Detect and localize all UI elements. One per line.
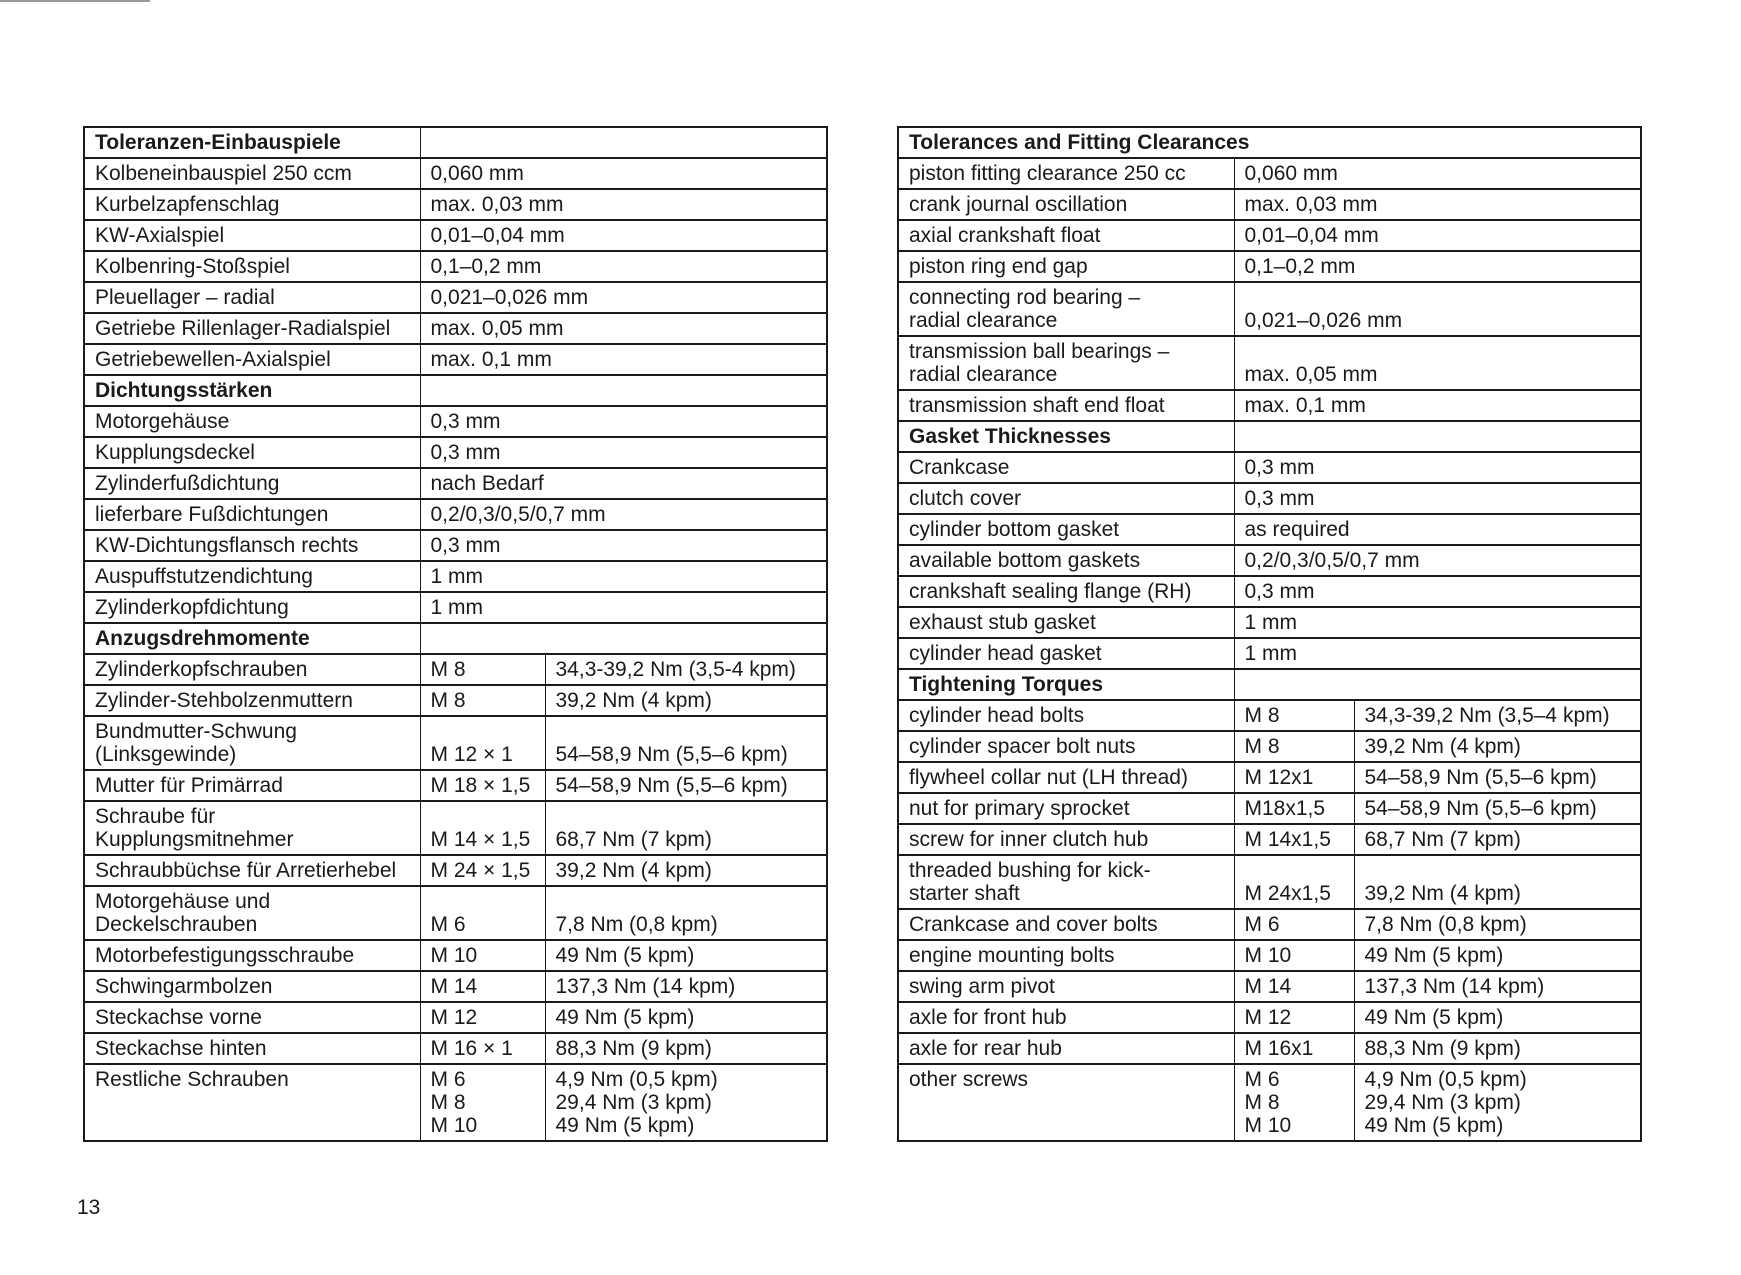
torque-value: 49 Nm (5 kpm) — [545, 940, 827, 971]
torque-value: 4,9 Nm (0,5 kpm) 29,4 Nm (3 kpm) 49 Nm (5 kpm) — [1354, 1064, 1641, 1141]
thread-size: M18x1,5 — [1234, 793, 1354, 824]
table-row — [898, 282, 1641, 336]
table-row — [898, 220, 1641, 251]
spec-label: piston fitting clearance 250 cc — [898, 158, 1234, 189]
table-row — [84, 344, 827, 375]
spec-label: engine mounting bolts — [898, 940, 1234, 971]
thread-size: M 14 × 1,5 — [420, 801, 545, 855]
spec-label: Motorgehäuse und Deckelschrauben — [84, 886, 420, 940]
torque-value: 39,2 Nm (4 kpm) — [1354, 855, 1641, 909]
table-row — [898, 971, 1641, 1002]
spec-table-german — [83, 126, 828, 1142]
spec-label: Kolbenring-Stoßspiel — [84, 251, 420, 282]
table-row — [84, 592, 827, 623]
table-row — [898, 545, 1641, 576]
thread-size: M 14 — [420, 971, 545, 1002]
section-empty-cell — [420, 375, 827, 406]
thread-size: M 12 × 1 — [420, 716, 545, 770]
table-row — [898, 336, 1641, 390]
table-row — [898, 158, 1641, 189]
table-row — [84, 406, 827, 437]
spec-label: Kolbeneinbauspiel 250 ccm — [84, 158, 420, 189]
thread-size: M 16x1 — [1234, 1033, 1354, 1064]
thread-size: M 24 × 1,5 — [420, 855, 545, 886]
spec-value: 0,021–0,026 mm — [420, 282, 827, 313]
spec-value: 0,060 mm — [1234, 158, 1641, 189]
torque-value: 7,8 Nm (0,8 kpm) — [1354, 909, 1641, 940]
spec-label: Schraubbüchse für Arretierhebel — [84, 855, 420, 886]
table-row — [84, 468, 827, 499]
spec-value: max. 0,03 mm — [1234, 189, 1641, 220]
spec-label: axle for front hub — [898, 1002, 1234, 1033]
spec-value: 0,3 mm — [1234, 452, 1641, 483]
spec-table-english — [897, 126, 1642, 1142]
table-row — [898, 940, 1641, 971]
spec-label: cylinder head bolts — [898, 700, 1234, 731]
thread-size: M 8 — [1234, 731, 1354, 762]
thread-size: M 14x1,5 — [1234, 824, 1354, 855]
thread-size: M 24x1,5 — [1234, 855, 1354, 909]
spec-value: 1 mm — [420, 592, 827, 623]
table-row — [898, 855, 1641, 909]
table-row — [898, 731, 1641, 762]
table-row — [84, 716, 827, 770]
table-row — [898, 390, 1641, 421]
thread-size: M 10 — [1234, 940, 1354, 971]
section-title: Tightening Torques — [898, 669, 1234, 700]
thread-size: M 6 M 8 M 10 — [1234, 1064, 1354, 1141]
table-row — [84, 189, 827, 220]
spec-value: max. 0,03 mm — [420, 189, 827, 220]
torque-value: 137,3 Nm (14 kpm) — [1354, 971, 1641, 1002]
spec-value: 0,3 mm — [420, 437, 827, 468]
spec-label: Zylinderkopfschrauben — [84, 654, 420, 685]
table-row — [84, 940, 827, 971]
spec-label: Schwingarmbolzen — [84, 971, 420, 1002]
spec-label: threaded bushing for kick- starter shaft — [898, 855, 1234, 909]
torque-value: 88,3 Nm (9 kpm) — [1354, 1033, 1641, 1064]
spec-label: Crankcase — [898, 452, 1234, 483]
thread-size: M 18 × 1,5 — [420, 770, 545, 801]
thread-size: M 8 — [1234, 700, 1354, 731]
table-row — [898, 909, 1641, 940]
table-row — [84, 886, 827, 940]
spec-label: other screws — [898, 1064, 1234, 1141]
table-row — [898, 1033, 1641, 1064]
spec-value: 0,01–0,04 mm — [420, 220, 827, 251]
thread-size: M 16 × 1 — [420, 1033, 545, 1064]
torque-value: 34,3-39,2 Nm (3,5-4 kpm) — [545, 654, 827, 685]
table-row — [84, 158, 827, 189]
spec-value: 0,021–0,026 mm — [1234, 282, 1641, 336]
table-row — [898, 1002, 1641, 1033]
torque-value: 39,2 Nm (4 kpm) — [545, 855, 827, 886]
spec-label: cylinder spacer bolt nuts — [898, 731, 1234, 762]
spec-label: flywheel collar nut (LH thread) — [898, 762, 1234, 793]
section-empty-cell — [420, 127, 827, 158]
spec-value: 0,2/0,3/0,5/0,7 mm — [1234, 545, 1641, 576]
table-row — [898, 607, 1641, 638]
section-header-row — [898, 669, 1641, 700]
torque-value: 34,3-39,2 Nm (3,5–4 kpm) — [1354, 700, 1641, 731]
table-row — [898, 1064, 1641, 1141]
table-row — [84, 971, 827, 1002]
torque-value: 39,2 Nm (4 kpm) — [545, 685, 827, 716]
section-empty-cell — [420, 623, 827, 654]
spec-label: Motorgehäuse — [84, 406, 420, 437]
section-title: Anzugsdrehmomente — [84, 623, 420, 654]
torque-value: 54–58,9 Nm (5,5–6 kpm) — [1354, 793, 1641, 824]
spec-value: max. 0,1 mm — [1234, 390, 1641, 421]
table-row — [84, 499, 827, 530]
thread-size: M 6 — [1234, 909, 1354, 940]
spec-label: Getriebe Rillenlager-Radialspiel — [84, 313, 420, 344]
spec-value: 1 mm — [420, 561, 827, 592]
spec-label: nut for primary sprocket — [898, 793, 1234, 824]
spec-label: cylinder bottom gasket — [898, 514, 1234, 545]
spec-value: 0,3 mm — [420, 530, 827, 561]
torque-value: 4,9 Nm (0,5 kpm) 29,4 Nm (3 kpm) 49 Nm (5 kpm) — [545, 1064, 827, 1141]
spec-label: axial crankshaft float — [898, 220, 1234, 251]
spec-label: cylinder head gasket — [898, 638, 1234, 669]
spec-label: Kupplungsdeckel — [84, 437, 420, 468]
table-row — [84, 220, 827, 251]
table-row — [898, 793, 1641, 824]
table-row — [898, 251, 1641, 282]
table-row — [84, 251, 827, 282]
table-row — [898, 576, 1641, 607]
section-title: Dichtungsstärken — [84, 375, 420, 406]
spec-value: max. 0,05 mm — [1234, 336, 1641, 390]
section-title: Gasket Thicknesses — [898, 421, 1234, 452]
section-empty-cell — [1234, 669, 1641, 700]
table-row — [84, 1033, 827, 1064]
table-row — [898, 483, 1641, 514]
table-row — [84, 801, 827, 855]
spec-label: Zylinderfußdichtung — [84, 468, 420, 499]
torque-value: 88,3 Nm (9 kpm) — [545, 1033, 827, 1064]
spec-label: Auspuffstutzendichtung — [84, 561, 420, 592]
spec-label: connecting rod bearing – radial clearance — [898, 282, 1234, 336]
table-row — [898, 762, 1641, 793]
table-row — [898, 700, 1641, 731]
spec-label: Motorbefestigungsschraube — [84, 940, 420, 971]
torque-value: 137,3 Nm (14 kpm) — [545, 971, 827, 1002]
page-number: 13 — [77, 1196, 101, 1219]
thread-size: M 6 M 8 M 10 — [420, 1064, 545, 1141]
spec-value: 0,3 mm — [420, 406, 827, 437]
torque-value: 7,8 Nm (0,8 kpm) — [545, 886, 827, 940]
section-header-row — [84, 375, 827, 406]
section-header-row — [898, 127, 1641, 158]
table-row — [84, 530, 827, 561]
spec-label: Restliche Schrauben — [84, 1064, 420, 1141]
spec-label: screw for inner clutch hub — [898, 824, 1234, 855]
spec-label: Schraube für Kupplungsmitnehmer — [84, 801, 420, 855]
thread-size: M 12x1 — [1234, 762, 1354, 793]
spec-value: 0,3 mm — [1234, 576, 1641, 607]
spec-value: 0,01–0,04 mm — [1234, 220, 1641, 251]
section-header-row — [84, 127, 827, 158]
torque-value: 39,2 Nm (4 kpm) — [1354, 731, 1641, 762]
torque-value: 49 Nm (5 kpm) — [545, 1002, 827, 1033]
spec-value: max. 0,1 mm — [420, 344, 827, 375]
spec-label: axle for rear hub — [898, 1033, 1234, 1064]
spec-label: Crankcase and cover bolts — [898, 909, 1234, 940]
spec-label: piston ring end gap — [898, 251, 1234, 282]
spec-label: Getriebewellen-Axialspiel — [84, 344, 420, 375]
thread-size: M 10 — [420, 940, 545, 971]
table-row — [84, 1002, 827, 1033]
torque-value: 54–58,9 Nm (5,5–6 kpm) — [545, 770, 827, 801]
table-row — [84, 855, 827, 886]
spec-value: 0,1–0,2 mm — [1234, 251, 1641, 282]
spec-label: lieferbare Fußdichtungen — [84, 499, 420, 530]
spec-label: Steckachse vorne — [84, 1002, 420, 1033]
table-row — [898, 514, 1641, 545]
spec-label: Kurbelzapfenschlag — [84, 189, 420, 220]
spec-value: 0,3 mm — [1234, 483, 1641, 514]
table-row — [84, 770, 827, 801]
table-row — [84, 561, 827, 592]
table-row — [84, 313, 827, 344]
spec-value: 0,060 mm — [420, 158, 827, 189]
table-row — [84, 1064, 827, 1141]
spec-value: nach Bedarf — [420, 468, 827, 499]
table-row — [84, 282, 827, 313]
spec-label: exhaust stub gasket — [898, 607, 1234, 638]
table-row — [84, 654, 827, 685]
thread-size: M 8 — [420, 685, 545, 716]
spec-value: 0,2/0,3/0,5/0,7 mm — [420, 499, 827, 530]
torque-value: 49 Nm (5 kpm) — [1354, 1002, 1641, 1033]
torque-value: 68,7 Nm (7 kpm) — [545, 801, 827, 855]
spec-label: swing arm pivot — [898, 971, 1234, 1002]
spec-label: Zylinderkopfdichtung — [84, 592, 420, 623]
thread-size: M 12 — [420, 1002, 545, 1033]
thread-size: M 8 — [420, 654, 545, 685]
section-header-row — [84, 623, 827, 654]
spec-value: as required — [1234, 514, 1641, 545]
spec-value: 1 mm — [1234, 638, 1641, 669]
table-row — [898, 189, 1641, 220]
section-title: Tolerances and Fitting Clearances — [898, 127, 1641, 158]
section-title: Toleranzen-Einbauspiele — [84, 127, 420, 158]
spec-value: max. 0,05 mm — [420, 313, 827, 344]
torque-value: 49 Nm (5 kpm) — [1354, 940, 1641, 971]
top-edge-rule — [0, 0, 150, 2]
section-header-row — [898, 421, 1641, 452]
spec-label: crank journal oscillation — [898, 189, 1234, 220]
spec-label: crankshaft sealing flange (RH) — [898, 576, 1234, 607]
torque-value: 54–58,9 Nm (5,5–6 kpm) — [1354, 762, 1641, 793]
spec-label: available bottom gaskets — [898, 545, 1234, 576]
table-row — [84, 437, 827, 468]
spec-label: transmission shaft end float — [898, 390, 1234, 421]
spec-label: transmission ball bearings – radial clearance — [898, 336, 1234, 390]
torque-value: 54–58,9 Nm (5,5–6 kpm) — [545, 716, 827, 770]
spec-value: 0,1–0,2 mm — [420, 251, 827, 282]
spec-label: Pleuellager – radial — [84, 282, 420, 313]
spec-label: Mutter für Primärrad — [84, 770, 420, 801]
table-row — [84, 685, 827, 716]
spec-value: 1 mm — [1234, 607, 1641, 638]
spec-label: Bundmutter-Schwung (Linksgewinde) — [84, 716, 420, 770]
spec-label: clutch cover — [898, 483, 1234, 514]
section-empty-cell — [1234, 421, 1641, 452]
spec-label: Steckachse hinten — [84, 1033, 420, 1064]
table-row — [898, 638, 1641, 669]
thread-size: M 12 — [1234, 1002, 1354, 1033]
thread-size: M 14 — [1234, 971, 1354, 1002]
spec-label: Zylinder-Stehbolzenmuttern — [84, 685, 420, 716]
torque-value: 68,7 Nm (7 kpm) — [1354, 824, 1641, 855]
table-row — [898, 452, 1641, 483]
spec-label: KW-Axialspiel — [84, 220, 420, 251]
table-row — [898, 824, 1641, 855]
spec-label: KW-Dichtungsflansch rechts — [84, 530, 420, 561]
thread-size: M 6 — [420, 886, 545, 940]
